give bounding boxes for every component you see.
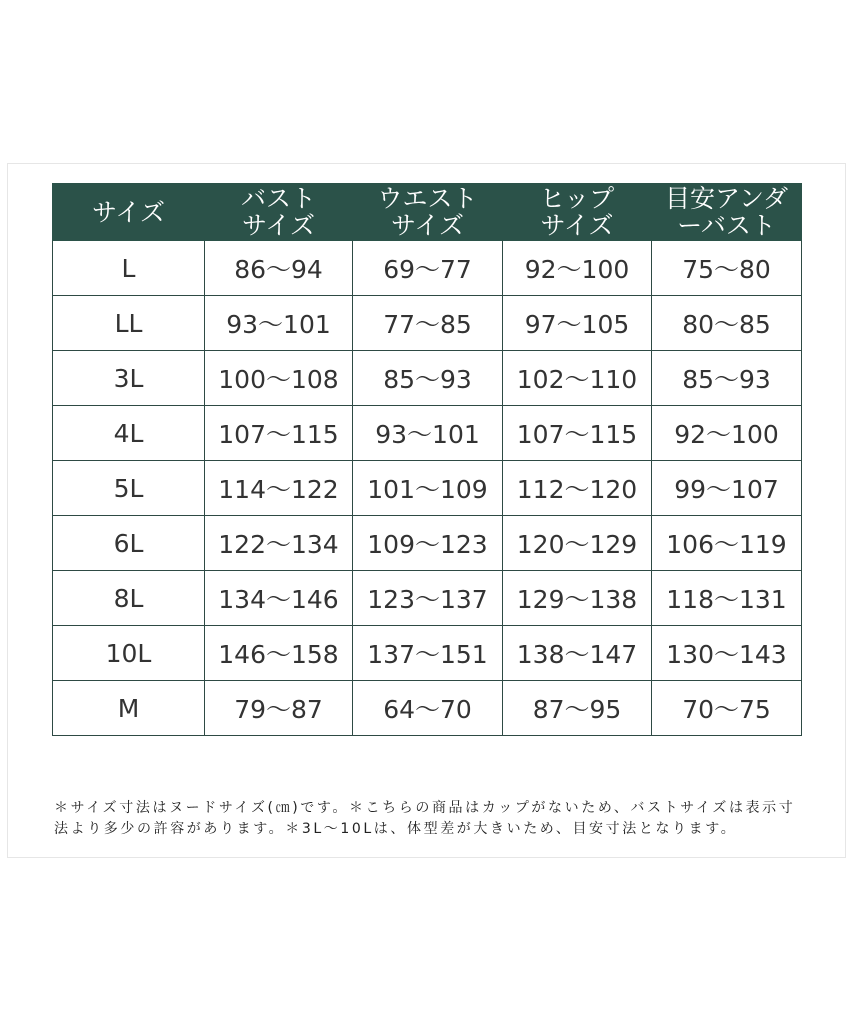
cell-hip: 97～105 — [503, 296, 652, 351]
size-note: ＊サイズ寸法はヌードサイズ(㎝)です。＊こちらの商品はカップがないため、バストサイズは表示寸法より多少の許容があります。＊3L～10Lは、体型差が大きいため、目安寸法となります。 — [54, 800, 796, 837]
cell-size: M — [53, 681, 205, 736]
header-size-label: サイズ — [91, 197, 165, 227]
size-table — [52, 183, 802, 736]
cell-hip: 107～115 — [503, 406, 652, 461]
header-underbust-line1: 目安アンダ — [664, 184, 788, 213]
cell-size: 6L — [53, 516, 205, 571]
header-waist-line1: ウエスト — [377, 184, 478, 213]
table-row — [53, 516, 802, 571]
cell-hip: 92～100 — [503, 241, 652, 296]
cell-hip: 102～110 — [503, 351, 652, 406]
cell-bust: 146～158 — [205, 626, 353, 681]
cell-hip: 138～147 — [503, 626, 652, 681]
table-row — [53, 351, 802, 406]
cell-underbust: 85～93 — [652, 351, 802, 406]
cell-bust: 100～108 — [205, 351, 353, 406]
cell-bust: 114～122 — [205, 461, 353, 516]
header-hip-line2: サイズ — [540, 211, 614, 240]
cell-hip: 87～95 — [503, 681, 652, 736]
header-underbust — [652, 184, 802, 241]
cell-underbust: 70～75 — [652, 681, 802, 736]
cell-waist: 85～93 — [353, 351, 503, 406]
table-row — [53, 406, 802, 461]
table-row — [53, 626, 802, 681]
cell-waist: 109～123 — [353, 516, 503, 571]
cell-size: LL — [53, 296, 205, 351]
cell-bust: 107～115 — [205, 406, 353, 461]
header-row — [53, 184, 802, 241]
cell-waist: 137～151 — [353, 626, 503, 681]
cell-waist: 64～70 — [353, 681, 503, 736]
table-header — [53, 184, 802, 241]
cell-underbust: 92～100 — [652, 406, 802, 461]
table-row — [53, 681, 802, 736]
header-hip-line1: ヒップ — [539, 184, 615, 213]
cell-hip: 112～120 — [503, 461, 652, 516]
cell-size: 3L — [53, 351, 205, 406]
table-row — [53, 461, 802, 516]
cell-hip: 120～129 — [503, 516, 652, 571]
cell-bust: 122～134 — [205, 516, 353, 571]
cell-underbust: 118～131 — [652, 571, 802, 626]
header-size — [53, 184, 205, 241]
cell-underbust: 130～143 — [652, 626, 802, 681]
header-waist-line2: サイズ — [390, 211, 464, 240]
cell-waist: 123～137 — [353, 571, 503, 626]
cell-bust: 79～87 — [205, 681, 353, 736]
header-hip — [503, 184, 652, 241]
cell-underbust: 106～119 — [652, 516, 802, 571]
table-row — [53, 296, 802, 351]
header-bust — [205, 184, 353, 241]
table-body — [53, 241, 802, 736]
cell-underbust: 80～85 — [652, 296, 802, 351]
cell-hip: 129～138 — [503, 571, 652, 626]
cell-waist: 69～77 — [353, 241, 503, 296]
cell-size: 4L — [53, 406, 205, 461]
header-bust-line1: バスト — [240, 184, 316, 213]
cell-waist: 93～101 — [353, 406, 503, 461]
cell-waist: 101～109 — [353, 461, 503, 516]
header-bust-line2: サイズ — [241, 211, 315, 240]
cell-size: 10L — [53, 626, 205, 681]
cell-bust: 134～146 — [205, 571, 353, 626]
cell-bust: 93～101 — [205, 296, 353, 351]
header-waist — [353, 184, 503, 241]
table-row — [53, 241, 802, 296]
cell-waist: 77～85 — [353, 296, 503, 351]
header-underbust-line2: ーバスト — [677, 211, 776, 240]
cell-underbust: 75～80 — [652, 241, 802, 296]
cell-size: 5L — [53, 461, 205, 516]
cell-size: 8L — [53, 571, 205, 626]
table-row — [53, 571, 802, 626]
cell-bust: 86～94 — [205, 241, 353, 296]
cell-size: L — [53, 241, 205, 296]
cell-underbust: 99～107 — [652, 461, 802, 516]
